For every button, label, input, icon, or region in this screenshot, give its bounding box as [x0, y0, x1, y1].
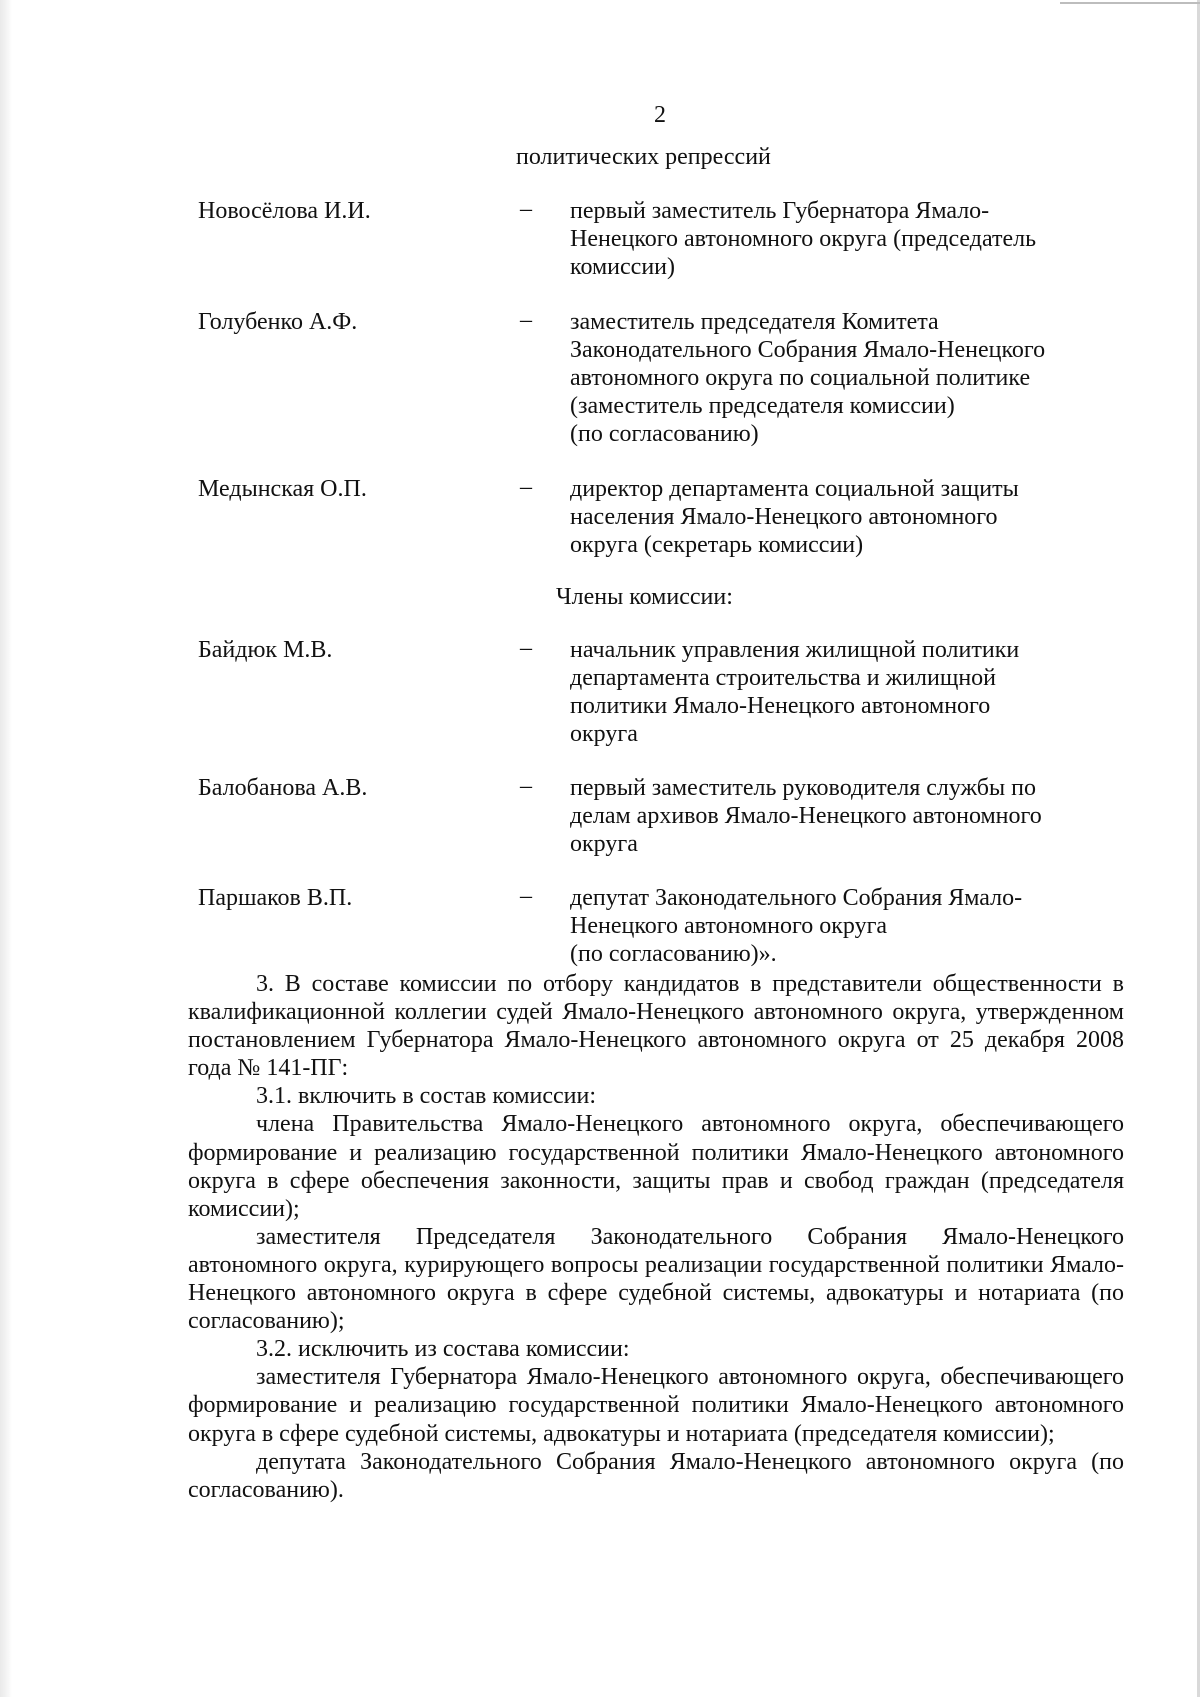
page-number: 2 — [654, 102, 666, 128]
scan-edge-left — [0, 0, 12, 1697]
member-description: заместитель председателя Комитета Законодательного Собрания Ямало-Ненецкого автономного округа по социальной политике (заместитель председателя комиссии) (по согласованию) — [570, 309, 1046, 447]
member-description: начальник управления жилищной политики департамента строительства и жилищной политики Ямало-Ненецкого автономного округа — [570, 637, 1020, 747]
paragraph-include-member: члена Правительства Ямало-Ненецкого автономного округа, обеспечивающего формирование и реализацию государственной политики Ямало-Ненецкого автономного округа в сфере обеспечения законности, защиты прав и свобод граждан (председателя комиссии); — [188, 1111, 1124, 1222]
continuation-text: политических репрессий — [516, 144, 771, 170]
member-name: Байдюк М.В. — [198, 637, 333, 663]
member-dash: – — [520, 773, 532, 799]
member-dash: – — [520, 196, 532, 222]
member-name: Паршаков В.П. — [198, 885, 353, 911]
member-name: Балобанова А.В. — [198, 775, 368, 801]
paragraph-exclude-deputy-governor: заместителя Губернатора Ямало-Ненецкого автономного округа, обеспечивающего формирование и реализацию государственной политики Ямало-Ненецкого автономного округа в сфере судебной системы, адвокатуры и нотариата (председателя комиссии); — [188, 1364, 1124, 1447]
paragraph-3: 3. В составе комиссии по отбору кандидатов в представители общественности в квалификационной коллегии судей Ямало-Ненецкого автономного округа, утвержденном постановлением Губернатора Ямало-Ненецкого автономного округа от 25 декабря 2008 года № 141-ПГ: — [188, 971, 1124, 1082]
paragraph-include-deputy-chair: заместителя Председателя Законодательного Собрания Ямало-Ненецкого автономного округа, курирующего вопросы реализации государственной политики Ямало-Ненецкого автономного округа в сфере судебной системы, адвокатуры и нотариата (по согласованию); — [188, 1223, 1124, 1335]
member-name: Новосёлова И.И. — [198, 198, 371, 224]
member-description: депутат Законодательного Собрания Ямало- Ненецкого автономного округа (по согласованию)». — [570, 885, 1023, 967]
member-dash: – — [520, 635, 532, 661]
member-name: Голубенко А.Ф. — [198, 309, 358, 335]
member-dash: – — [520, 307, 532, 333]
paragraph-3-2: 3.2. исключить из состава комиссии: — [256, 1336, 630, 1363]
members-heading: Члены комиссии: — [556, 584, 733, 610]
member-description: первый заместитель руководителя службы по делам архивов Ямало-Ненецкого автономного округа — [570, 775, 1042, 857]
member-dash: – — [520, 474, 532, 500]
paragraph-exclude-deputy: депутата Законодательного Собрания Ямало-Ненецкого автономного округа (по согласованию). — [188, 1448, 1124, 1503]
member-description: директор департамента социальной защиты населения Ямало-Ненецкого автономного округа (секретарь комиссии) — [570, 476, 1019, 558]
member-description: первый заместитель Губернатора Ямало- Ненецкого автономного округа (председатель комиссии) — [570, 198, 1037, 280]
scan-top-line — [1060, 2, 1200, 4]
paragraph-3-1: 3.1. включить в состав комиссии: — [256, 1083, 597, 1110]
body-text — [188, 970, 1124, 1504]
member-dash: – — [520, 883, 532, 909]
member-name: Медынская О.П. — [198, 476, 367, 502]
